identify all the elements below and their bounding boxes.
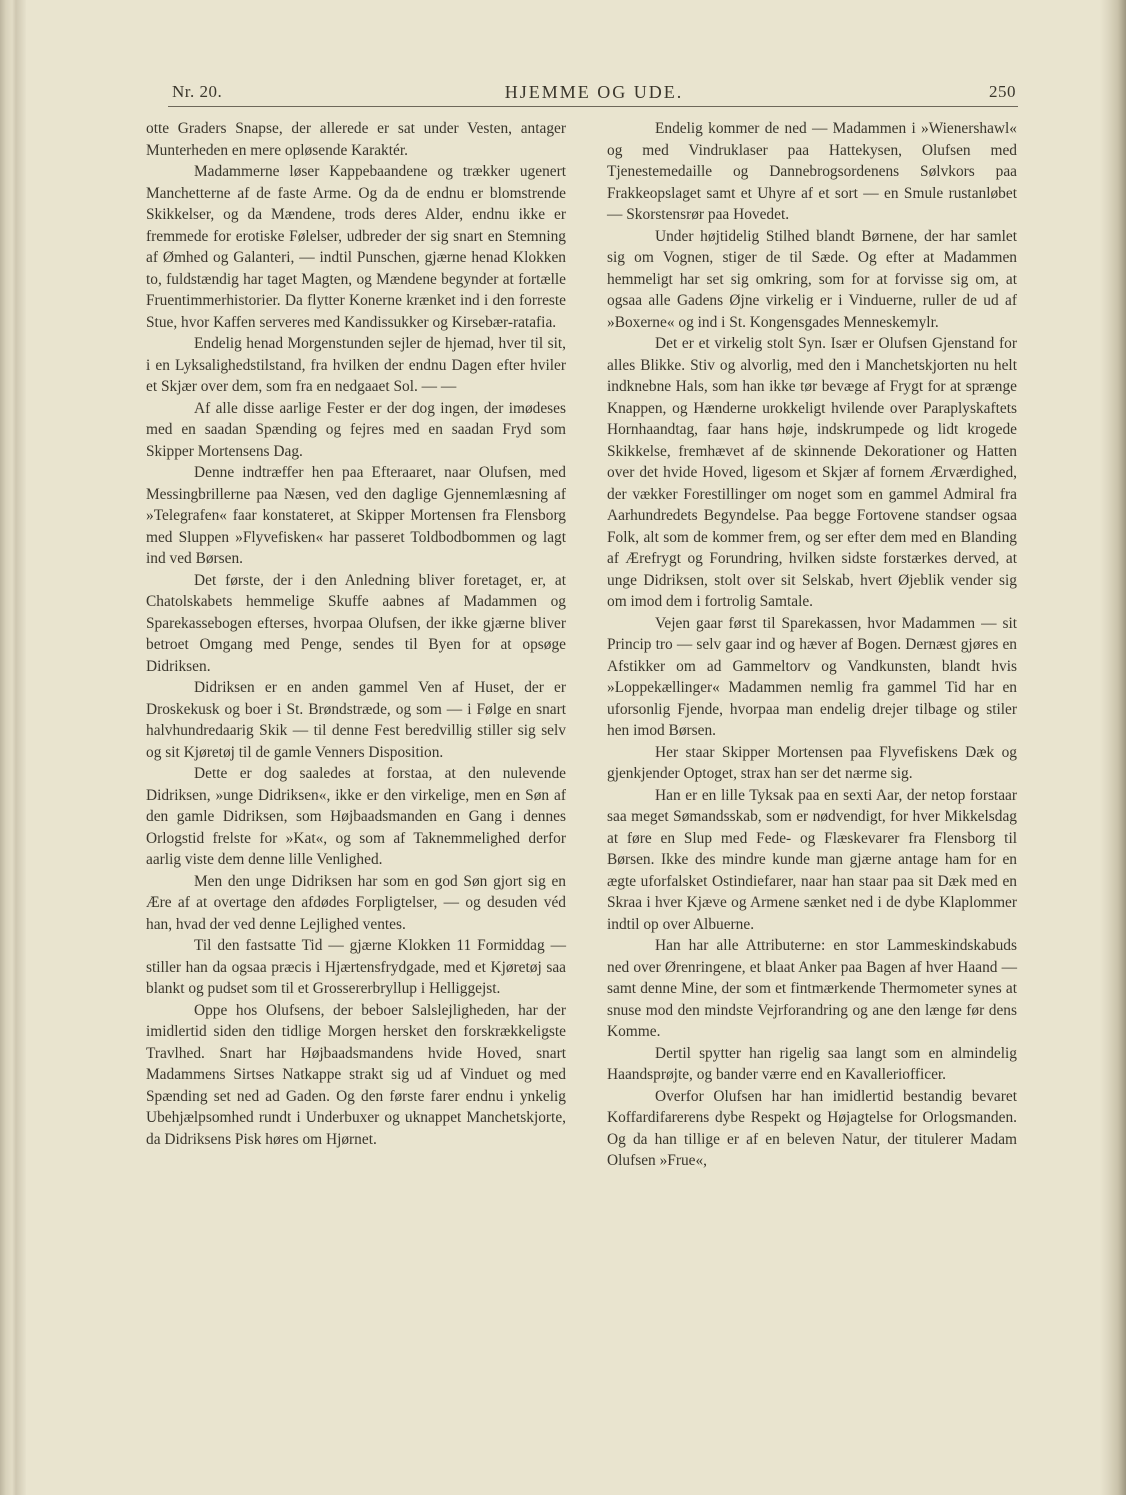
paragraph: Vejen gaar først til Sparekassen, hvor Madammen — sit Princip tro — selv gaar ind og hæver af Bogen. Dernæst gjøres en Afstikker om ad Gammeltorv og Vandkunsten, blandt hvis »Loppekællinger« Madammen nemlig fra gammel Tid har en uforsonlig Fjende, hvorpaa man endelig drejer tilbage og stiler hen imod Børsen.: [607, 614, 1017, 739]
paragraph: Det første, der i den Anledning bliver foretaget, er, at Chatolskabets hemmelige Skuffe aabnes af Madammen og Sparekassebogen efterses, hvorpaa Olufsen, der ikke gjærne bliver betroet Omgang med Penge, sendes til Byen for at opsøge Didriksen.: [146, 571, 566, 675]
paragraph: Madammerne løser Kappebaandene og trækker ugenert Manchetterne af de faste Arme. Og da de endnu er blomstrende Skikkelser, og da Mændene, trods deres Alder, endnu ikke er fremmede for erotiske Følelser, udbreder der sig snart en Stemning af Ømhed og Galanteri, — indtil Punschen, gjærne henad Klokken to, fuldstændig har taget Magten, og Mændene begynder at fortælle Fruentimmerhistorier. Da flytter Konerne krænket ind i den forreste Stue, hvor Kaffen serveres med Kandissukker og Kirsebær-ratafia.: [146, 163, 566, 331]
header-rule: [168, 106, 1018, 107]
paragraph: Her staar Skipper Mortensen paa Flyvefiskens Dæk og gjenkjender Optoget, strax han ser det nærme sig.: [607, 743, 1017, 782]
paragraph: otte Graders Snapse, der allerede er sat under Vesten, antager Munterheden en mere opløsende Karaktér.: [146, 120, 566, 159]
paragraph: Endelig kommer de ned — Madammen i »Wienershawl« og med Vindruklaser paa Hattekysen, Olufsen med Tjenestemedaille og Dannebrogsordenens Sølvkors paa Frakkeopslaget samt et Uhyre af et sort — en Smule rustanløbet — Skorstensrør paa Hovedet.: [607, 120, 1017, 223]
paragraph: Oppe hos Olufsens, der beboer Salslejligheden, har der imidlertid siden den tidlige Morgen hersket den forskrækkeligste Travlhed. Snart har Højbaadsmandens hvide Hoved, snart Madammens Sirtses Natkappe strakt sig ud af Vinduet og med Spænding set ned ad Gaden. Og den første farer endnu i ynkelig Ubehjælpsomhed rundt i Underbuxer og uknappet Manchetskjorte, da Didriksens Pisk høres om Hjørnet.: [146, 1001, 566, 1148]
running-header: [172, 82, 1016, 106]
text-column-right: [607, 118, 1017, 1172]
paragraph: Han er en lille Tyksak paa en sexti Aar, der netop forstaar saa meget Sømandsskab, som er nødvendigt, for hver Mikkelsdag at føre en Slup med Fede- og Flæskevarer fra Flensborg til Børsen. Ikke des mindre kunde man gjærne antage ham for en ægte uforfalsket Ostindiefarer, naar han staar paa sit Dæk med en Skraa i hver Kjæve og Armene sænket ned i de dybe Klaplommer indtil op over Albuerne.: [607, 786, 1017, 933]
paragraph: Det er et virkelig stolt Syn. Især er Olufsen Gjenstand for alles Blikke. Stiv og alvorlig, med den i Manchetskjorten nu helt indknebne Hals, som han ikke tør bevæge af Frygt for at sprænge Knappen, og Hænderne urokkeligt hvilende over Paraplyskaftets Hornhaandtag, faar hans høje, indskrumpede og lidt krogede Skikkelse, fremhævet af de skinnende Dekorationer og Hatten over det hvide Hoved, ligesom et Skjær af fornem Ærværdighed, der vækker Forestillinger om noget som en gammel Admiral fra Aarhundredets Begyndelse. Paa begge Fortovene standser ogsaa Folk, alt som de kommer frem, og ser efter dem med en Blanding af Ærefrygt og Forundring, hvilken sidste forstærkes derved, at unge Didriksen, stolt over sit Selskab, hvert Øjeblik vender sig om imod dem i fortrolig Samtale.: [607, 335, 1017, 610]
paragraph: Denne indtræffer hen paa Efteraaret, naar Olufsen, med Messingbrillerne paa Næsen, ved den daglige Gjennemlæsning af »Telegrafen« faar konstateret, at Skipper Mortensen fra Flensborg med Sluppen »Flyvefisken« har passeret Toldbodbommen og lagt ind ved Børsen.: [146, 464, 566, 567]
issue-number: Nr. 20.: [172, 82, 223, 101]
paragraph: Dertil spytter han rigelig saa langt som en almindelig Haandsprøjte, og bander værre end en Kavalleriofficer.: [607, 1044, 1017, 1083]
page-number: 250: [989, 82, 1016, 101]
paragraph: Endelig henad Morgenstunden sejler de hjemad, hver til sit, i en Lyksalighedstilstand, fra hvilken der endnu Dagen efter hviler et Skjær over dem, som fra en nedgaaet Sol. — —: [146, 335, 566, 395]
paragraph: Men den unge Didriksen har som en god Søn gjort sig en Ære af at overtage den afdødes Forpligtelser, — og desuden véd han, hvad der ved denne Lejlighed ventes.: [146, 872, 566, 933]
paragraph: Dette er dog saaledes at forstaa, at den nulevende Didriksen, »unge Didriksen«, ikke er den virkelige, men en Søn af den gamle Didriksen, som Højbaadsmanden en Gang i dennes Orlogstid frelste for »Kat«, og som af Taknemmelighed derfor aarlig viste dem denne lille Venlighed.: [146, 765, 566, 868]
publication-title: HJEMME OG UDE.: [504, 82, 684, 102]
paragraph: Af alle disse aarlige Fester er der dog ingen, der imødeses med en saadan Spænding og fejres med en saadan Fryd som Skipper Mortensens Dag.: [146, 399, 566, 460]
paragraph: Under højtidelig Stilhed blandt Børnene, der har samlet sig om Vognen, stiger de til Sæde. Og efter at Madammen hemmeligt har set sig omkring, som for at forvisse sig om, at ogsaa alle Gadens Øjne virkelig er i Vinduerne, ruller de ud af »Boxerne« og ind i St. Kongensgades Menneskemylr.: [607, 227, 1017, 331]
page-outer-edge: [1100, 0, 1126, 1495]
paragraph: Didriksen er en anden gammel Ven af Huset, der er Droskekusk og boer i St. Brøndstræde, og som — i Følge en snart halvhundredaarig Skik — til denne Fest beredvillig stiller sig selv og sit Kjøretøj til de gamle Venners Disposition.: [146, 679, 566, 761]
paragraph: Til den fastsatte Tid — gjærne Klokken 11 Formiddag — stiller han da ogsaa præcis i Hjærtensfrydgade, med et Kjøretøj saa blankt og pudset som til et Grossererbryllup i Helliggejst.: [146, 937, 566, 997]
page-binding-edge: [0, 0, 26, 1495]
text-column-left: [146, 118, 566, 1150]
paragraph: Overfor Olufsen har han imidlertid bestandig bevaret Koffardifarerens dybe Respekt og Højagtelse for Orlogsmanden. Og da han tillige er af en beleven Natur, der titulerer Madam Olufsen »Frue«,: [607, 1087, 1017, 1169]
paragraph: Han har alle Attributerne: en stor Lammeskindskabuds ned over Ørenringene, et blaat Anker paa Bagen af hver Haand — samt denne Mine, der som et fintmærkende Thermometer synes at snuse mod den mindste Vejrforandring og ane den længe før dens Komme.: [607, 937, 1017, 1040]
